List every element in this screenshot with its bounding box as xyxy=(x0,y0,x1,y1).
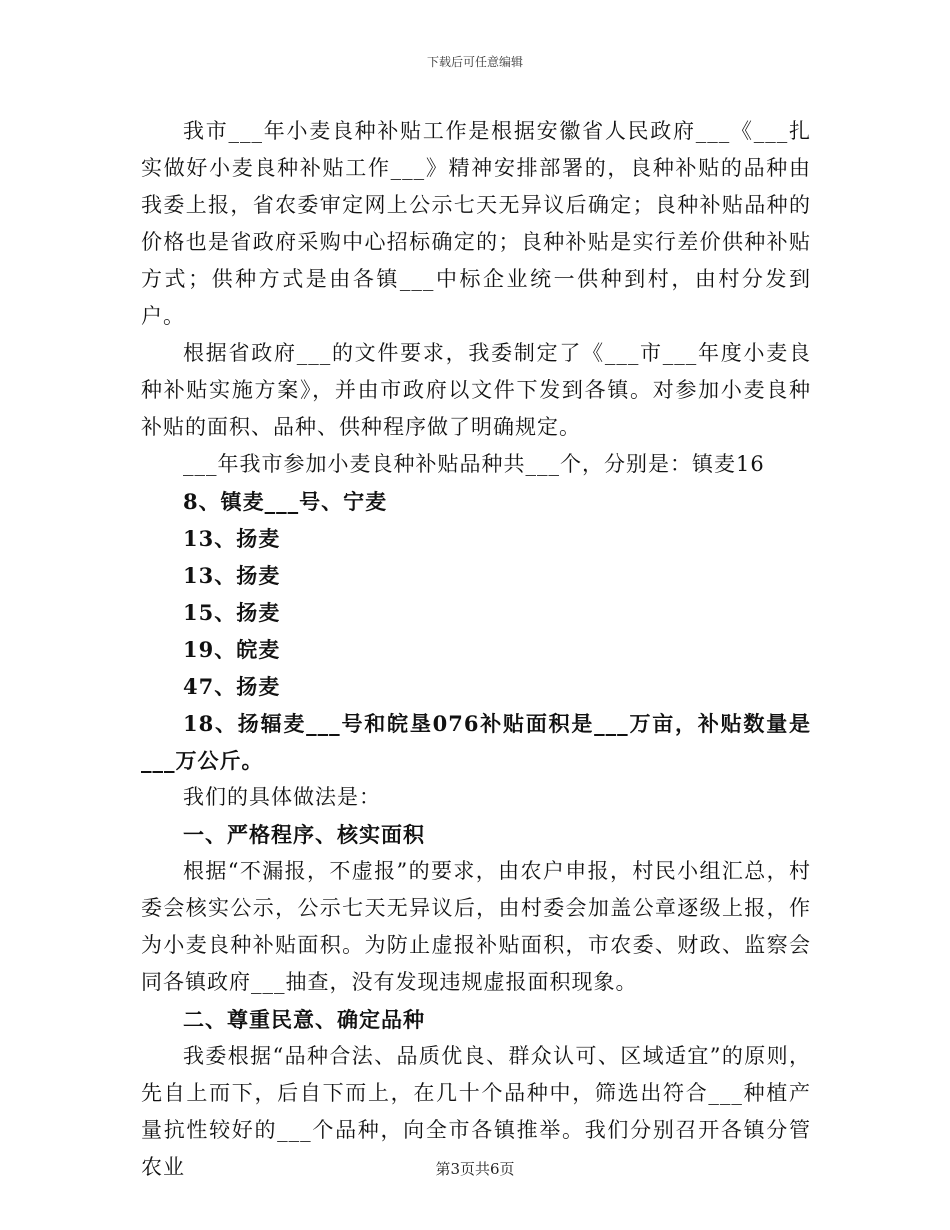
section-heading-1: 一、严格程序、核实面积 xyxy=(183,822,425,847)
document-body xyxy=(141,113,811,1186)
list-item: 15、扬麦 xyxy=(183,600,281,625)
list-item: 19、皖麦 xyxy=(183,637,281,662)
section-heading-2: 二、尊重民意、确定品种 xyxy=(183,1007,425,1032)
list-item: 13、扬麦 xyxy=(183,563,281,588)
paragraph-subsidy-basis: 我市___年小麦良种补贴工作是根据安徽省人民政府___《___扎实做好小麦良种补贴工作___》精神安排部署的，良种补贴的品种由我委上报，省农委审定网上公示七天无异议后确定；良种补贴品种的价格也是省政府采购中心招标确定的；良种补贴是实行差价供种补贴方式；供种方式是由各镇___中标企业统一供种到村，由村分发到户。 xyxy=(141,119,811,328)
page-header-note: 下载后可任意编辑 xyxy=(426,55,523,69)
paragraph-methods-intro: 我们的具体做法是： xyxy=(183,785,381,809)
list-item: 13、扬麦 xyxy=(183,526,281,551)
page-number: 第3页共6页 xyxy=(435,1160,515,1178)
paragraph-implementation-plan: 根据省政府___的文件要求，我委制定了《___市___年度小麦良种补贴实施方案》，并由市政府以文件下发到各镇。对参加小麦良种补贴的面积、品种、供种程序做了明确规定。 xyxy=(141,341,811,439)
paragraph-subsidy-amount: 18、扬辐麦___号和皖垦076补贴面积是___万亩，补贴数量是___万公斤。 xyxy=(141,711,811,773)
paragraph-select-varieties: 我委根据“品种合法、品质优良、群众认可、区域适宜”的原则，先自上而下，后自下而上，在几十个品种中，筛选出符合___种植产量抗性较好的___个品种，向全市各镇推举。我们分别召开各镇分管农业 xyxy=(141,1044,811,1179)
paragraph-variety-count: ___年我市参加小麦良种补贴品种共___个，分别是：镇麦16 xyxy=(183,452,765,476)
paragraph-verify-area: 根据“不漏报，不虚报”的要求，由农户申报，村民小组汇总，村委会核实公示，公示七天无异议后，由村委会加盖公章逐级上报，作为小麦良种补贴面积。为防止虚报补贴面积，市农委、财政、监察会同各镇政府___抽查，没有发现违规虚报面积现象。 xyxy=(141,859,811,994)
list-item: 47、扬麦 xyxy=(183,674,281,699)
list-item: 8、镇麦___号、宁麦 xyxy=(183,489,388,514)
